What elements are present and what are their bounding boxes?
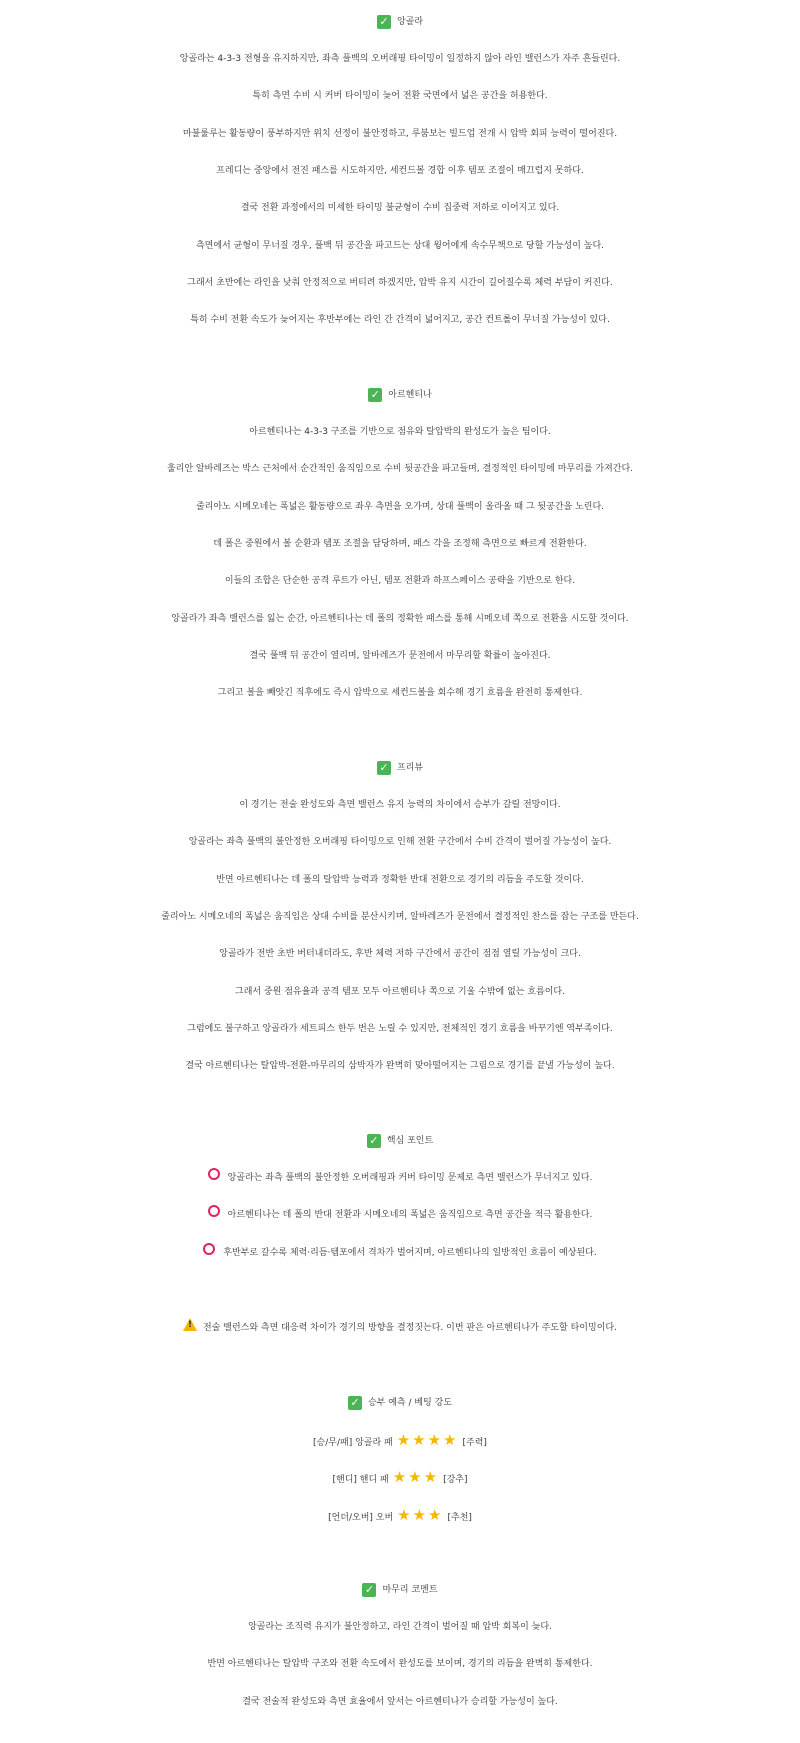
paragraph-line: 측면에서 균형이 무너질 경우, 풀백 뒤 공간을 파고드는 상대 윙어에게 속수무책으로 당할 가능성이 높다. bbox=[195, 241, 605, 251]
paragraph-line: 그래서 중원 점유율과 공격 템포 모두 아르헨티나 쪽으로 기울 수밖에 없는 흐름이다. bbox=[235, 987, 565, 997]
paragraph-line: 결국 풀백 뒤 공간이 열리며, 알바레즈가 문전에서 마무리할 확률이 높아진다. bbox=[249, 651, 551, 661]
paragraph-line: 결국 아르헨티나는 탈압박-전환-마무리의 삼박자가 완벽히 맞아떨어지는 그림으로 경기를 끝낼 가능성이 높다. bbox=[185, 1061, 615, 1071]
section-title: 아르헨티나 bbox=[388, 390, 432, 400]
star-rating-icon: ★★★★ bbox=[396, 1431, 459, 1449]
paragraph-line: 반면 아르헨티나는 데 폴의 탈압박 능력과 정확한 반대 전환으로 경기의 리듬을 주도할 것이다. bbox=[216, 875, 584, 885]
star-rating-icon: ★★★ bbox=[397, 1506, 444, 1524]
paragraph-line: 앙골라는 4-3-3 전형을 유지하지만, 좌측 풀백의 오버래핑 타이밍이 일정하지 않아 라인 밸런스가 자주 흔들린다. bbox=[179, 54, 621, 64]
warning-icon bbox=[183, 1318, 197, 1331]
prediction-row bbox=[0, 1428, 800, 1452]
key-point-item bbox=[0, 1241, 800, 1265]
section-title: 프리뷰 bbox=[396, 763, 424, 773]
section-title: 승부 예측 / 베팅 강도 bbox=[367, 1398, 453, 1408]
key-point-item bbox=[0, 1166, 800, 1190]
paragraph-line: 줄리아노 시메오네의 폭넓은 움직임은 상대 수비를 분산시키며, 알바레즈가 문전에서 결정적인 찬스를 잡는 구조를 만든다. bbox=[161, 912, 639, 922]
prediction-label: [언더/오버] 오버 bbox=[328, 1513, 394, 1523]
check-icon: ✓ bbox=[348, 1396, 362, 1410]
section-title: 마무리 코멘트 bbox=[382, 1585, 438, 1595]
paragraph-line: 반면 아르헨티나는 탈압박 구조와 전환 속도에서 완성도를 보이며, 경기의 리듬을 완벽히 통제한다. bbox=[207, 1659, 593, 1669]
paragraph-line: 줄리아노 시메오네는 폭넓은 활동량으로 좌우 측면을 오가며, 상대 풀백이 올라올 때 그 뒷공간을 노린다. bbox=[195, 502, 605, 512]
paragraph-line: 훌리안 알바레즈는 박스 근처에서 순간적인 움직임으로 수비 뒷공간을 파고들며, 결정적인 타이밍에 마무리를 가져간다. bbox=[166, 464, 634, 474]
prediction-label: [핸디] 핸디 패 bbox=[332, 1475, 389, 1485]
check-icon: ✓ bbox=[377, 15, 391, 29]
paragraph-line: 그리고 볼을 빼앗긴 직후에도 즉시 압박으로 세컨드볼을 회수해 경기 흐름을 완전히 통제한다. bbox=[217, 688, 583, 698]
red-circle-icon bbox=[208, 1205, 220, 1217]
key-point-item bbox=[0, 1203, 800, 1227]
key-point-text: 아르헨티나는 데 폴의 반대 전환과 시메오네의 폭넓은 움직임으로 측면 공간을 적극 활용한다. bbox=[227, 1210, 593, 1220]
paragraph-line: 그럼에도 불구하고 앙골라가 세트피스 한두 번은 노릴 수 있지만, 전체적인 경기 흐름을 바꾸기엔 역부족이다. bbox=[187, 1024, 613, 1034]
key-point-text: 후반부로 갈수록 체력·리듬·템포에서 격차가 벌어지며, 아르헨티나의 일방적인 흐름이 예상된다. bbox=[223, 1248, 597, 1258]
section-heading-preview bbox=[0, 756, 800, 780]
section-heading-angola bbox=[0, 10, 800, 34]
prediction-tag: [주력] bbox=[462, 1438, 487, 1448]
paragraph-line: 특히 수비 전환 속도가 늦어지는 후반부에는 라인 간 간격이 넓어지고, 공간 컨트롤이 무너질 가능성이 있다. bbox=[190, 315, 610, 325]
prediction-label: [승/무/패] 앙골라 패 bbox=[313, 1438, 393, 1448]
paragraph-line: 아르헨티나는 4-3-3 구조를 기반으로 점유와 탈압박의 완성도가 높은 팀이다. bbox=[249, 427, 551, 437]
red-circle-icon bbox=[203, 1243, 215, 1255]
check-icon: ✓ bbox=[367, 1134, 381, 1148]
prediction-tag: [추천] bbox=[447, 1513, 472, 1523]
paragraph-line: 이 경기는 전술 완성도와 측면 밸런스 유지 능력의 차이에서 승부가 갈릴 전망이다. bbox=[239, 800, 561, 810]
warning-line bbox=[0, 1316, 800, 1340]
section-heading-prediction bbox=[0, 1391, 800, 1415]
paragraph-line: 앙골라는 좌측 풀백의 불안정한 오버래핑 타이밍으로 인해 전환 구간에서 수비 간격이 벌어질 가능성이 높다. bbox=[188, 837, 612, 847]
paragraph-line: 이들의 조합은 단순한 공격 루트가 아닌, 템포 전환과 하프스페이스 공략을 기반으로 한다. bbox=[224, 576, 576, 586]
check-icon: ✓ bbox=[368, 388, 382, 402]
prediction-row bbox=[0, 1465, 800, 1489]
warning-text: 전술 밸런스와 측면 대응력 차이가 경기의 방향을 결정짓는다. 이번 판은 아르헨티나가 주도할 타이밍이다. bbox=[203, 1323, 617, 1333]
check-icon: ✓ bbox=[377, 761, 391, 775]
paragraph-line: 앙골라가 좌측 밸런스를 잃는 순간, 아르헨티나는 데 폴의 정확한 패스를 통해 시메오네 쪽으로 전환을 시도할 것이다. bbox=[171, 614, 629, 624]
section-heading-argentina bbox=[0, 383, 800, 407]
red-circle-icon bbox=[208, 1168, 220, 1180]
prediction-row bbox=[0, 1503, 800, 1527]
paragraph-line: 앙골라는 조직력 유지가 불안정하고, 라인 간격이 벌어질 때 압박 회복이 늦다. bbox=[248, 1622, 552, 1632]
check-icon: ✓ bbox=[362, 1583, 376, 1597]
paragraph-line: 앙골라가 전반 초반 버터내더라도, 후반 체력 저하 구간에서 공간이 점점 열릴 가능성이 크다. bbox=[219, 949, 581, 959]
paragraph-line: 결국 전술적 완성도와 측면 효율에서 앞서는 아르헨티나가 승리할 가능성이 높다. bbox=[242, 1697, 558, 1707]
section-heading-key-points bbox=[0, 1129, 800, 1153]
paragraph-line: 특히 측면 수비 시 커버 타이밍이 늦어 전환 국면에서 넓은 공간을 허용한다. bbox=[252, 91, 548, 101]
key-point-text: 앙골라는 좌측 풀백의 불안정한 오버래핑과 커버 타이밍 문제로 측면 밸런스가 무너지고 있다. bbox=[227, 1173, 593, 1183]
prediction-tag: [강추] bbox=[443, 1475, 468, 1485]
paragraph-line: 프레디는 중앙에서 전진 패스를 시도하지만, 세컨드볼 경합 이후 템포 조절이 매끄럽지 못하다. bbox=[216, 166, 584, 176]
paragraph-line: 그래서 초반에는 라인을 낮춰 안정적으로 버티려 하겠지만, 압박 유지 시간이 길어질수록 체력 부담이 커진다. bbox=[187, 278, 613, 288]
paragraph-line: 결국 전환 과정에서의 미세한 타이밍 불균형이 수비 집중력 저하로 이어지고 있다. bbox=[240, 203, 560, 213]
star-rating-icon: ★★★ bbox=[392, 1468, 440, 1486]
section-heading-closing bbox=[0, 1578, 800, 1602]
paragraph-line: 데 폴은 중원에서 볼 순환과 템포 조절을 담당하며, 패스 각을 조정해 측면으로 빠르게 전환한다. bbox=[213, 539, 587, 549]
section-title: 앙골라 bbox=[396, 17, 424, 27]
section-title: 핵심 포인트 bbox=[386, 1136, 434, 1146]
paragraph-line: 마불룰루는 활동량이 풍부하지만 위치 선정이 불안정하고, 루붐보는 빌드업 전개 시 압박 회피 능력이 떨어진다. bbox=[182, 129, 618, 139]
